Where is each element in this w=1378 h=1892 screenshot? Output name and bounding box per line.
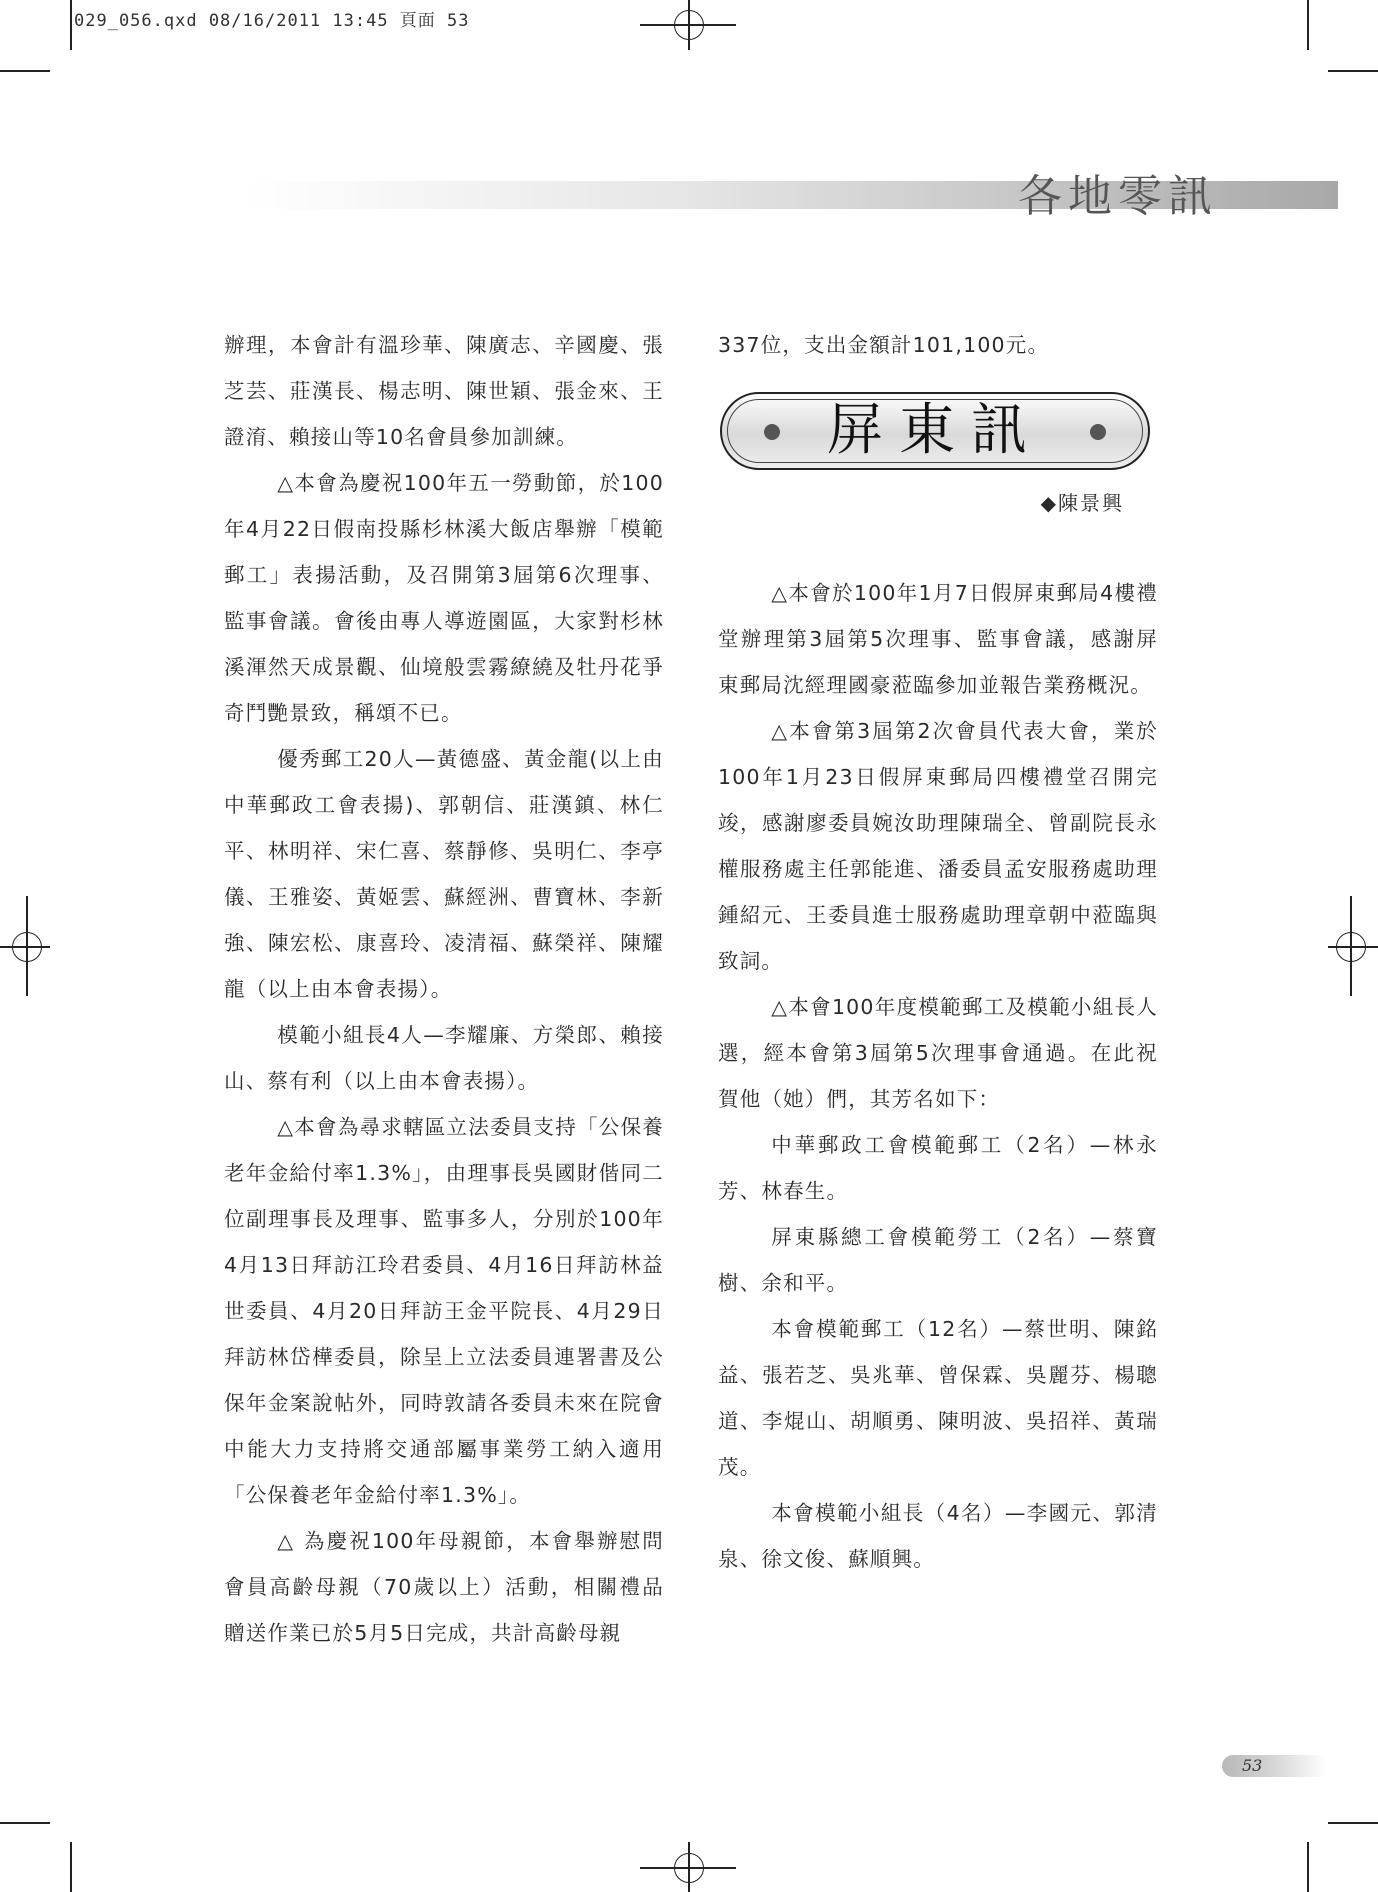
crop-mark <box>1307 1842 1309 1892</box>
crop-mark <box>1328 70 1378 72</box>
crop-mark <box>1328 1822 1378 1824</box>
paragraph: 中華郵政工會模範郵工（2名）—林永芳、林春生。 <box>718 1133 1158 1203</box>
page-number-tab <box>1222 1755 1326 1777</box>
paragraph: 辦理，本會計有溫珍華、陳廣志、辛國慶、張芝芸、莊漢長、楊志明、陳世穎、張金來、王證淯、賴接山等10名會員參加訓練。 <box>224 333 664 449</box>
page-number: 53 <box>1242 1756 1263 1775</box>
crop-mark <box>70 1842 72 1892</box>
crop-mark <box>1307 0 1309 50</box>
print-slug: 029_056.qxd 08/16/2011 13:45 頁面 53 <box>74 11 470 31</box>
paragraph: 優秀郵工20人—黃德盛、黃金龍(以上由中華郵政工會表揚)、郭朝信、莊漢鎮、林仁平、林明祥、宋仁喜、蔡靜修、吳明仁、李亭儀、王雅姿、黃姬雲、蘇經洲、曹寶林、李新強、陳宏松、康喜玲、凌清福、蘇榮祥、陳耀龍（以上由本會表揚）。 <box>224 747 664 1001</box>
section-title: 各地零訊 <box>1018 171 1218 222</box>
banner-title: 屏東訊 <box>827 398 1043 463</box>
paragraph: 337位，支出金額計101,100元。 <box>718 333 1050 357</box>
crop-mark <box>0 70 50 72</box>
paragraph: △本會第3屆第2次會員代表大會，業於100年1月23日假屏東郵局四樓禮堂召開完竣，感謝廖委員婉汝助理陳瑞全、曾副院長永權服務處主任郭能進、潘委員孟安服務處助理鍾紹元、王委員進士服務處助理章朝中蒞臨與致詞。 <box>718 719 1158 973</box>
paragraph: △本會為慶祝100年五一勞動節，於100年4月22日假南投縣杉林溪大飯店舉辦「模範郵工」表揚活動，及召開第3屆第6次理事、監事會議。會後由專人導遊園區，大家對杉林溪渾然天成景觀、仙境般雲霧繚繞及牡丹花爭奇鬥艷景致，稱頌不已。 <box>224 471 664 725</box>
paragraph: △本會100年度模範郵工及模範小組長人選，經本會第3屆第5次理事會通過。在此祝賀他（她）們，其芳名如下： <box>718 995 1158 1111</box>
paragraph: △本會於100年1月7日假屏東郵局4樓禮堂辦理第3屆第5次理事、監事會議，感謝屏東郵局沈經理國豪蒞臨參加並報告業務概況。 <box>718 581 1158 697</box>
right-column <box>718 322 1158 1582</box>
paragraph: 模範小組長4人—李耀廉、方榮郎、賴接山、蔡有利（以上由本會表揚）。 <box>224 1023 664 1093</box>
paragraph: 本會模範郵工（12名）—蔡世明、陳銘益、張若芝、吳兆華、曾保霖、吳麗芬、楊聰道、李焜山、胡順勇、陳明波、吳招祥、黃瑞茂。 <box>718 1317 1158 1479</box>
crop-mark <box>70 0 72 50</box>
author-byline: ◆陳景興 <box>1040 491 1124 515</box>
pingtung-news-banner <box>720 392 1150 470</box>
crop-mark <box>0 1822 50 1824</box>
paragraph: 本會模範小組長（4名）—李國元、郭清泉、徐文俊、蘇順興。 <box>718 1501 1158 1571</box>
paragraph: 屏東縣總工會模範勞工（2名）—蔡寶樹、余和平。 <box>718 1225 1158 1295</box>
left-column <box>224 322 664 1656</box>
paragraph: △ 為慶祝100年母親節，本會舉辦慰問會員高齡母親（70歲以上）活動，相關禮品贈送作業已於5月5日完成，共計高齡母親 <box>224 1529 664 1645</box>
paragraph: △本會為尋求轄區立法委員支持「公保養老年金給付率1.3%」，由理事長吳國財偕同二位副理事長及理事、監事多人，分別於100年4月13日拜訪江玲君委員、4月16日拜訪林益世委員、4月20日拜訪王金平院長、4月29日拜訪林岱樺委員，除呈上立法委員連署書及公保年金案說帖外，同時敦請各委員未來在院會中能大力支持將交通部屬事業勞工納入適用「公保養老年金給付率1.3%」。 <box>224 1115 664 1507</box>
